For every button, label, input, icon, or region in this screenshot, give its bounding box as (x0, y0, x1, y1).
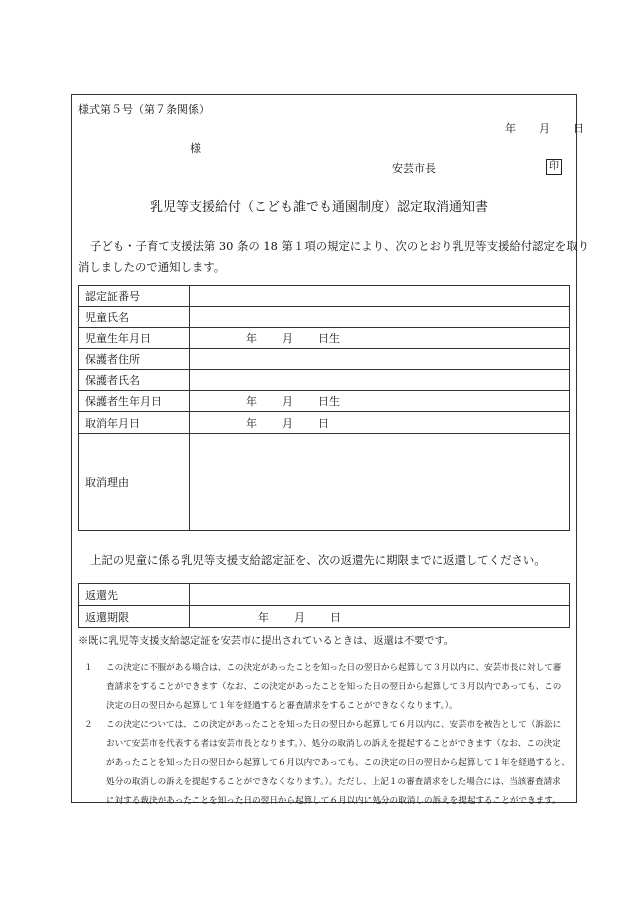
note-line: に対する裁決があったことを知った日の翌日から起算して６月以内に処分の取消しの訴えを提起することができます。 (106, 796, 561, 806)
year-label: 年 (246, 416, 257, 430)
row-label: 児童生年月日 (79, 328, 190, 349)
note-item (84, 659, 576, 716)
table-row (79, 412, 570, 434)
info-table (78, 285, 570, 531)
table-row (79, 349, 570, 370)
return-deadline-field[interactable] (190, 606, 570, 628)
cert-number-field[interactable] (190, 286, 570, 307)
note-line: があったことを知った日の翌日から起算して６月以内であっても、この決定の日の翌日から起算して１年を経過すると、 (106, 758, 570, 768)
month-label: 月 (294, 610, 305, 624)
date-label: 年 月 日 (505, 122, 590, 135)
day-label: 日 (330, 610, 341, 624)
note-line: この決定については、この決定があったことを知った日の翌日から起算して６月以内に、安芸市を被告として（訴訟に (106, 720, 562, 730)
year-label: 年 (246, 395, 257, 408)
table-row (79, 370, 570, 391)
note-line: 査請求をすることができます（なお、この決定があったことを知った日の翌日から起算して３月以内であっても、この (106, 682, 562, 692)
table-row (79, 307, 570, 328)
day-label: 日生 (318, 395, 340, 408)
guardian-address-field[interactable] (190, 349, 570, 370)
row-label: 保護者生年月日 (79, 391, 190, 412)
return-destination-field[interactable] (190, 584, 570, 606)
note-number: ２ (84, 720, 93, 730)
guardian-birthdate-field[interactable] (190, 391, 570, 412)
table-row (79, 434, 570, 531)
year-label: 年 (246, 332, 257, 345)
row-label: 保護者氏名 (79, 370, 190, 391)
day-label: 日 (318, 416, 329, 430)
guardian-name-field[interactable] (190, 370, 570, 391)
day-label: 日生 (318, 332, 340, 345)
row-label: 返還期限 (79, 606, 190, 628)
note-number: １ (84, 663, 93, 673)
row-label: 保護者住所 (79, 349, 190, 370)
issuer: 安芸市長 (392, 162, 436, 175)
seal-mark: 印 (546, 159, 562, 175)
return-table (78, 583, 570, 628)
month-label: 月 (282, 332, 293, 345)
row-label: 認定証番号 (79, 286, 190, 307)
table-row (79, 328, 570, 349)
page-title: 乳児等支援給付（こども誰でも通園制度）認定取消通知書 (150, 200, 489, 215)
year-label: 年 (258, 610, 269, 624)
table-row (79, 391, 570, 412)
row-label: 取消年月日 (79, 412, 190, 434)
return-instruction: 上記の児童に係る乳児等支援支給認定証を、次の返還先に期限までに返還してください。 (90, 553, 546, 567)
table-row (79, 286, 570, 307)
addressee-suffix: 様 (190, 142, 201, 155)
note-line: おいて安芸市を代表する者は安芸市長となります。）、処分の取消しの訴えを提起することができます（なお、この決定 (106, 739, 561, 749)
month-label: 月 (282, 416, 293, 430)
row-label: 取消理由 (79, 434, 190, 531)
note-item (84, 716, 576, 811)
intro-line-2: 消しましたので通知します。 (78, 260, 226, 274)
row-label: 児童氏名 (79, 307, 190, 328)
note-body (106, 716, 576, 811)
cancel-reason-field[interactable] (190, 434, 570, 531)
note-line: この決定に不服がある場合は、この決定があったことを知った日の翌日から起算して３月以内に、安芸市長に対して審 (106, 663, 562, 673)
appeal-notes (84, 659, 576, 811)
table-row (79, 584, 570, 606)
row-label: 返還先 (79, 584, 190, 606)
intro-line-1: 子ども・子育て支援法第 30 条の 18 第１項の規定により、次のとおり乳児等支援給付認定を取り (90, 239, 590, 253)
form-number: 様式第５号（第７条関係） (78, 103, 210, 116)
note-line: 決定の日の翌日から起算して１年を経過すると審査請求をすることができなくなります。）。 (106, 701, 458, 711)
footnote: ※既に乳児等支援支給認定証を安芸市に提出されているときは、返還は不要です。 (78, 636, 455, 647)
cancel-date-field[interactable] (190, 412, 570, 434)
month-label: 月 (282, 395, 293, 408)
table-row (79, 606, 570, 628)
note-body (106, 659, 576, 716)
child-name-field[interactable] (190, 307, 570, 328)
note-line: 処分の取消しの訴えを提起することができなくなります。）。ただし、上記１の審査請求をした場合には、当該審査請求 (106, 777, 561, 787)
child-birthdate-field[interactable] (190, 328, 570, 349)
